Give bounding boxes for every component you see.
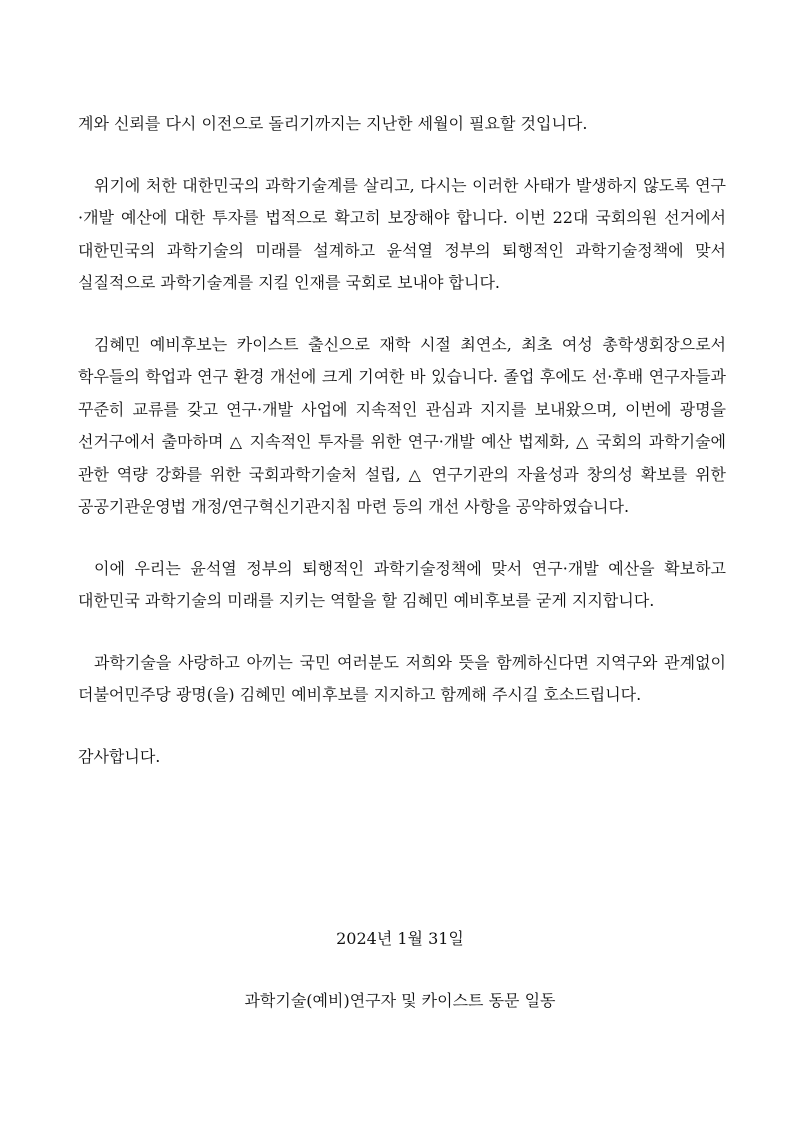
paragraph-gap bbox=[78, 524, 726, 553]
paragraph-gap bbox=[78, 712, 726, 741]
paragraph-gap bbox=[78, 300, 726, 329]
paragraph-appeal: 과학기술을 사랑하고 아끼는 국민 여러분도 저희와 뜻을 함께하신다면 지역구와 관계없이 더불어민주당 광명(을) 김혜민 예비후보를 지지하고 함께해 주시길 호소드립니다. bbox=[78, 652, 726, 704]
paragraph-endorsement: 이에 우리는 윤석열 정부의 퇴행적인 과학기술정책에 맞서 연구·개발 예산을 확보하고 대한민국 과학기술의 미래를 지키는 역할을 할 김혜민 예비후보를 굳게 지지합니다. bbox=[78, 558, 726, 610]
paragraph-gap bbox=[78, 618, 726, 647]
letter-date: 2024년 1월 31일 bbox=[336, 929, 464, 948]
paragraph-continuation: 계와 신뢰를 다시 이전으로 돌리기까지는 지난한 세월이 필요할 것입니다. bbox=[78, 114, 588, 133]
paragraph-gap bbox=[78, 141, 726, 170]
paragraph-thanks: 감사합니다. bbox=[78, 746, 161, 766]
letter-body bbox=[78, 108, 726, 773]
paragraph-candidate-profile: 김혜민 예비후보는 카이스트 출신으로 재학 시절 최연소, 최초 여성 총학생회장으로서 학우들의 학업과 연구 환경 개선에 크게 기여한 바 있습니다. 졸업 후에도 선·후배 연구자들과 꾸준히 교류를 갖고 연구·개발 사업에 지속적인 관심과 지지를 보내왔으며, 이번에 광명을 선거구에서 출마하며 △ 지속적인 투자를 위한 연구·개발 예산 법제화, △ 국회의 과학기술에 관한 역량 강화를 위한 국회과학기술처 설립, △ 연구기관의 자율성과 창의성 확보를 위한 공공기관운영법 개정/연구혁신기관지침 마련 등의 개선 사항을 공약하였습니다. bbox=[78, 334, 726, 516]
paragraph-budget-guarantee: 위기에 처한 대한민국의 과학기술계를 살리고, 다시는 이러한 사태가 발생하지 않도록 연구·개발 예산에 대한 투자를 법적으로 확고히 보장해야 합니다. 이번 22대 국회의원 선거에서 대한민국의 과학기술의 미래를 설계하고 윤석열 정부의 퇴행적인 과학기술정책에 맞서 실질적으로 과학기술계를 지킬 인재를 국회로 보내야 합니다. bbox=[78, 175, 726, 292]
letter-signature: 과학기술(예비)연구자 및 카이스트 동문 일동 bbox=[244, 991, 556, 1010]
